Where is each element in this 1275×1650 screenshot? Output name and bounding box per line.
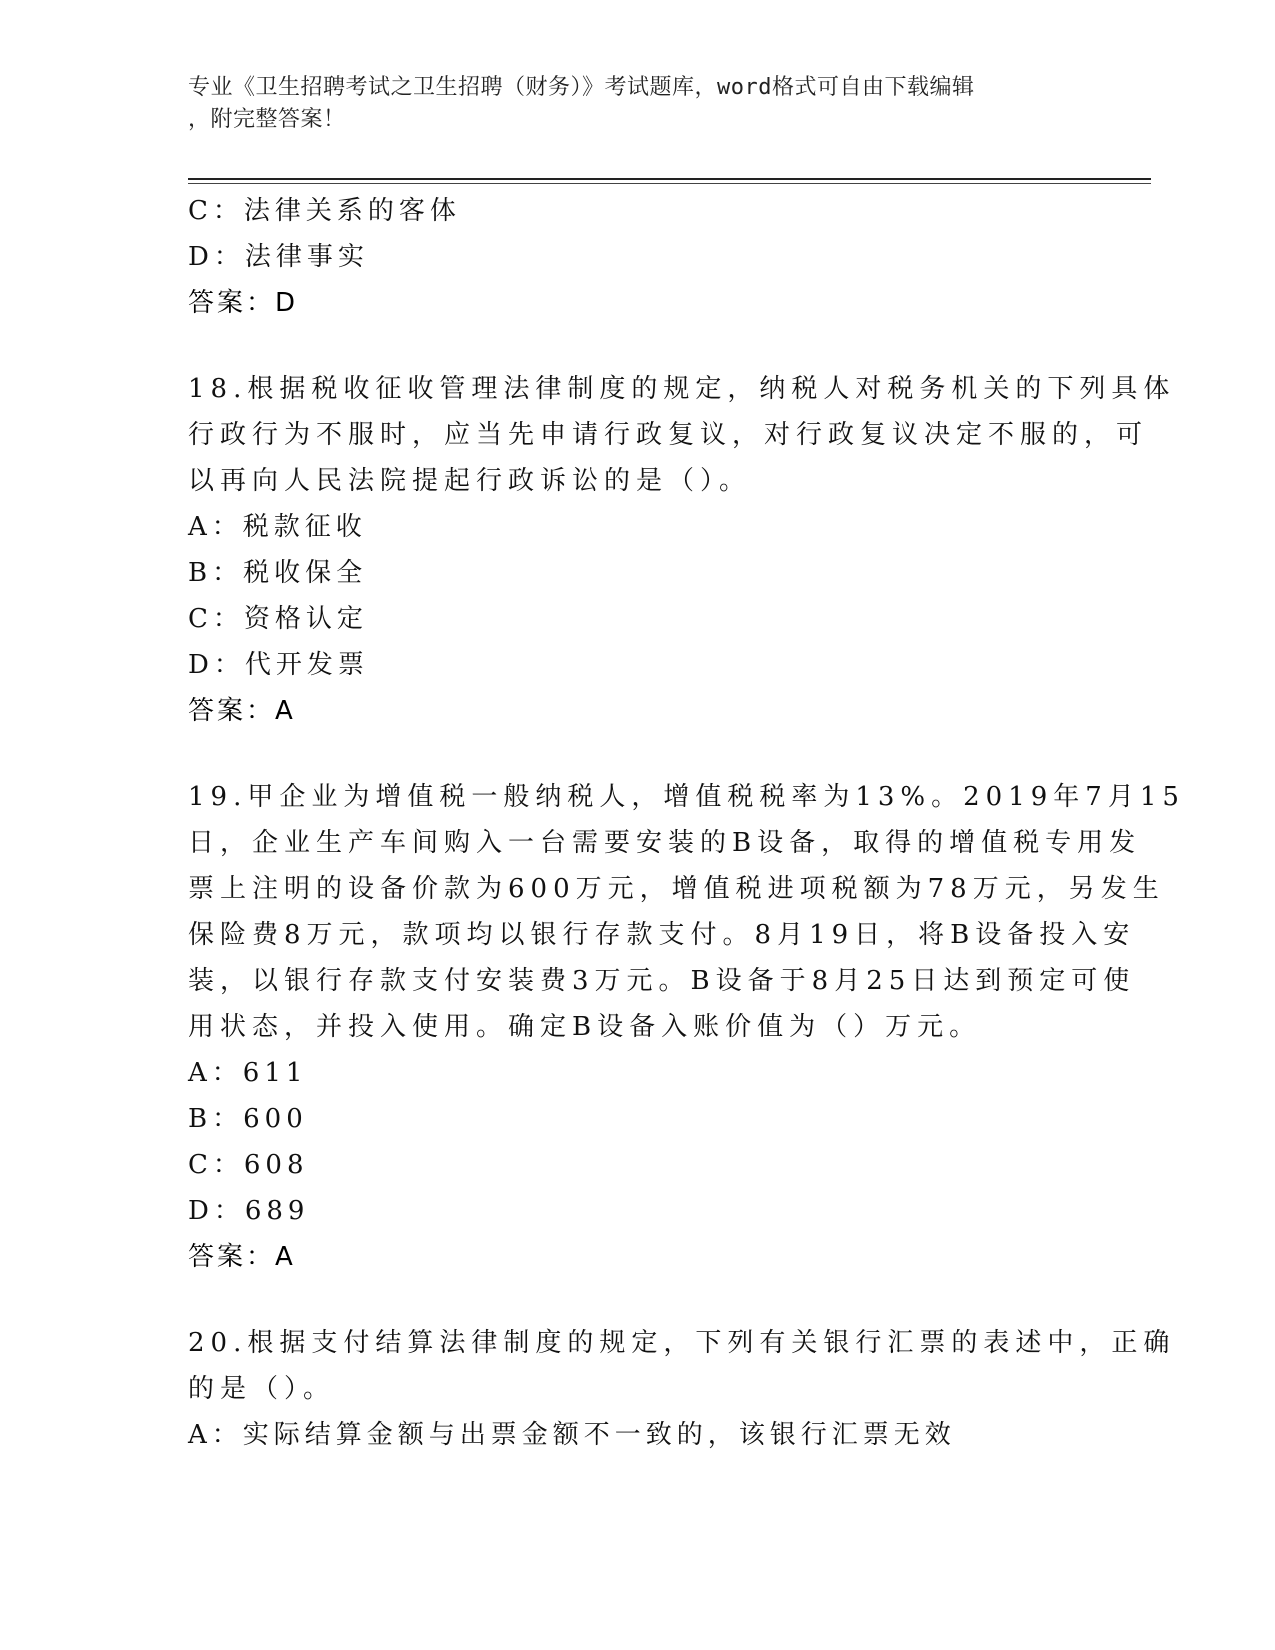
- question-17: [188, 188, 1088, 326]
- question-spacer: [188, 734, 1088, 774]
- option-d: D：689: [188, 1196, 310, 1226]
- question-text-line: 保险费8万元，款项均以银行存款支付。8月19日，将B设备投入安: [188, 920, 1136, 950]
- option-c: C：608: [188, 1150, 309, 1180]
- question-text-line: 票上注明的设备价款为600万元，增值税进项税额为78万元，另发生: [188, 874, 1165, 904]
- option-b: B：税收保全: [188, 558, 368, 588]
- header-line-1: 专业《卫生招聘考试之卫生招聘（财务）》考试题库，word格式可自由下载编辑: [188, 75, 975, 100]
- question-text-line: 以再向人民法院提起行政诉讼的是（）。: [188, 466, 752, 496]
- answer-line: 答案：A: [188, 1242, 296, 1272]
- question-20: [188, 1320, 1176, 1458]
- question-text-line: 用状态，并投入使用。确定B设备入账价值为（）万元。: [188, 1012, 982, 1042]
- option-c: C：资格认定: [188, 604, 368, 634]
- question-text-line: 的是（）。: [188, 1374, 336, 1404]
- question-text-line: 20.根据支付结算法律制度的规定，下列有关银行汇票的表述中，正确: [188, 1328, 1176, 1358]
- option-a: A：实际结算金额与出票金额不一致的，该银行汇票无效: [188, 1420, 956, 1450]
- option-a: A：税款征收: [188, 512, 367, 542]
- question-spacer: [188, 1280, 1088, 1320]
- question-spacer: [188, 326, 1088, 366]
- option-a: A：611: [188, 1058, 308, 1088]
- header-divider-thin: [188, 183, 1151, 184]
- header-divider-thick: [188, 178, 1151, 180]
- question-18: [188, 366, 1176, 734]
- question-text-line: 18.根据税收征收管理法律制度的规定，纳税人对税务机关的下列具体: [188, 374, 1176, 404]
- option-b: B：600: [188, 1104, 308, 1134]
- header-line-2: ，附完整答案！: [188, 107, 346, 132]
- answer-line: 答案：D: [188, 288, 299, 318]
- answer-line: 答案：A: [188, 696, 296, 726]
- option-c: C：法律关系的客体: [188, 196, 461, 226]
- document-header: [188, 72, 1068, 136]
- question-text-line: 装，以银行存款支付安装费3万元。B设备于8月25日达到预定可使: [188, 966, 1136, 996]
- option-d: D：代开发票: [188, 650, 369, 680]
- question-text-line: 日，企业生产车间购入一台需要安装的B设备，取得的增值税专用发: [188, 828, 1142, 858]
- question-text-line: 行政行为不服时，应当先申请行政复议，对行政复议决定不服的，可: [188, 420, 1149, 450]
- question-text-line: 19.甲企业为增值税一般纳税人，增值税税率为13%。2019年7月15: [188, 782, 1185, 812]
- question-19: [188, 774, 1185, 1280]
- question-list: [188, 188, 1185, 1458]
- option-d: D：法律事实: [188, 242, 369, 272]
